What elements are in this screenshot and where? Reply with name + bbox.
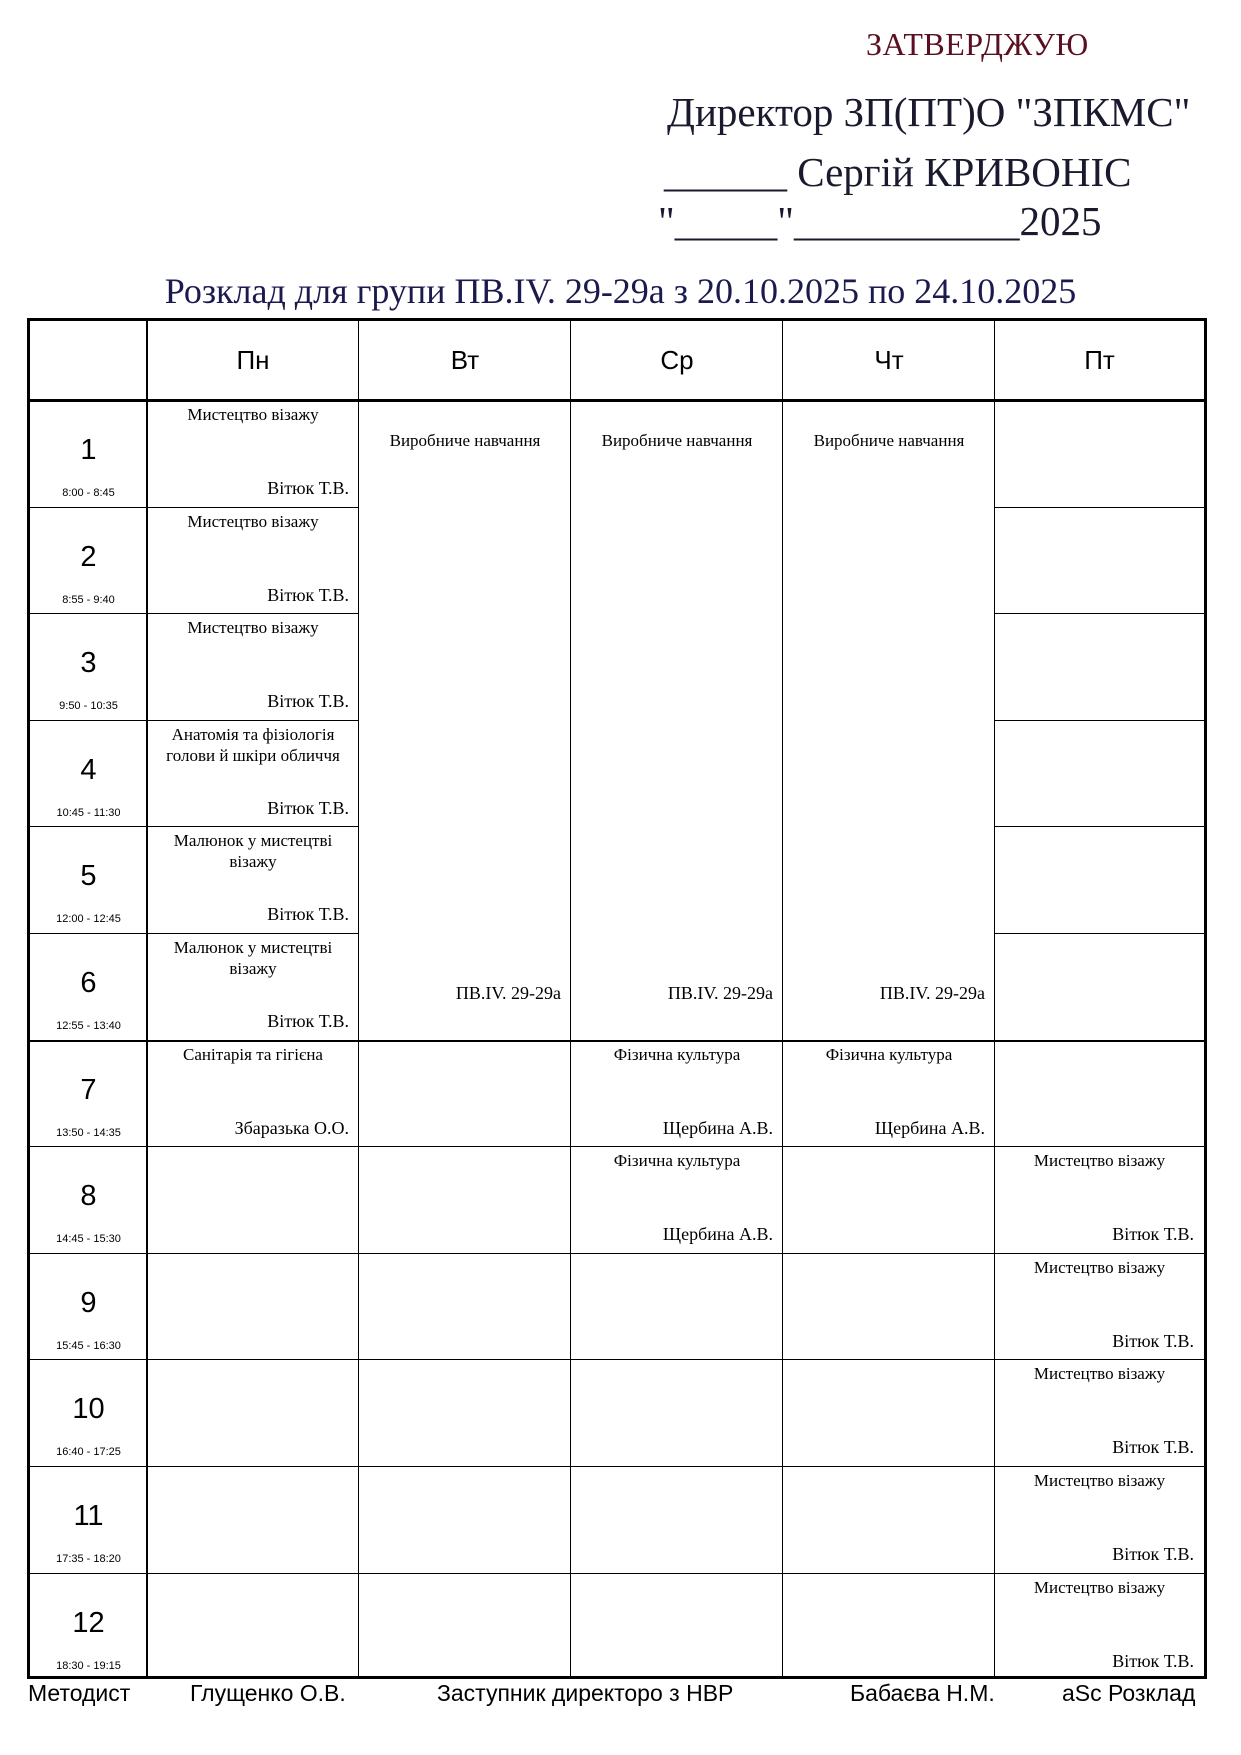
- lesson-subject: Фізична культура: [613, 1151, 741, 1170]
- lesson-teacher: Вітюк Т.В.: [267, 904, 349, 924]
- lesson-teacher: Вітюк Т.В.: [267, 798, 349, 818]
- period-number: 2: [80, 541, 97, 573]
- period-number: 8: [80, 1180, 97, 1212]
- period-number: 4: [80, 754, 97, 786]
- lesson-subject: Мистецтво візажу: [187, 512, 319, 531]
- deputy-name: Бабаєва Н.М.: [850, 1680, 995, 1706]
- period-number: 7: [80, 1074, 97, 1106]
- lesson-subject: Анатомія та фізіологія голови й шкіри обличчя: [166, 725, 340, 765]
- lesson-subject: Санітарія та гігієна: [183, 1045, 323, 1064]
- row-divider: [30, 1040, 1204, 1042]
- lesson-teacher: Збаразька О.О.: [234, 1118, 349, 1138]
- deputy-label: Заступник директоро з НВР: [437, 1680, 734, 1706]
- merged-cell-mask: [359, 403, 570, 1039]
- row-divider: [30, 1146, 1204, 1147]
- period-time: 8:00 - 8:45: [62, 487, 115, 499]
- lesson-teacher: Вітюк Т.В.: [267, 478, 349, 498]
- period-number: 10: [72, 1393, 105, 1425]
- lesson-teacher: Щербина А.В.: [662, 1224, 773, 1244]
- lesson-subject: Мистецтво візажу: [1033, 1578, 1166, 1597]
- row-divider: [30, 1466, 1204, 1467]
- period-time: 13:50 - 14:35: [56, 1127, 121, 1139]
- merged-cell-mask: [783, 403, 994, 1039]
- lesson-teacher: Вітюк Т.В.: [267, 585, 349, 605]
- period-number: 5: [80, 860, 97, 892]
- methodist-name: Глущенко О.В.: [190, 1680, 346, 1706]
- period-time: 10:45 - 11:30: [56, 807, 121, 819]
- lesson-teacher: Вітюк Т.В.: [267, 691, 349, 711]
- lesson-subject: Малюнок у мистецтві візажу: [173, 831, 333, 871]
- practice-group: ПВ.IV. 29-29а: [455, 983, 561, 1003]
- lesson-subject: Фізична культура: [613, 1045, 741, 1064]
- director-title: Директор ЗП(ПТ)О "ЗПКМС": [667, 89, 1191, 135]
- lesson-teacher: Щербина А.В.: [662, 1118, 773, 1138]
- day-header: Вт: [450, 345, 480, 375]
- period-time: 17:35 - 18:20: [56, 1553, 121, 1565]
- lesson-subject: Мистецтво візажу: [1033, 1151, 1166, 1170]
- lesson-teacher: Вітюк Т.В.: [267, 1011, 349, 1031]
- lesson-teacher: Вітюк Т.В.: [1112, 1331, 1194, 1351]
- lesson-teacher: Вітюк Т.В.: [1112, 1544, 1194, 1564]
- lesson-teacher: Вітюк Т.В.: [1112, 1437, 1194, 1457]
- period-time: 8:55 - 9:40: [62, 594, 115, 606]
- period-number: 6: [80, 967, 97, 999]
- row-divider: [30, 1359, 1204, 1360]
- lesson-subject: Мистецтво візажу: [1033, 1364, 1166, 1383]
- practice-group: ПВ.IV. 29-29а: [879, 983, 985, 1003]
- lesson-subject: Мистецтво візажу: [1033, 1258, 1166, 1277]
- day-header: Пт: [1084, 345, 1115, 375]
- practice-group: ПВ.IV. 29-29а: [667, 983, 773, 1003]
- practice-subject: Виробниче навчання: [601, 431, 753, 450]
- period-number: 11: [73, 1500, 104, 1532]
- schedule-table: [27, 318, 1207, 1679]
- lesson-subject: Мистецтво візажу: [187, 405, 319, 424]
- methodist-label: Методист: [28, 1680, 131, 1706]
- merged-cell-mask: [571, 403, 782, 1039]
- lesson-subject: Фізична культура: [825, 1045, 953, 1064]
- lesson-teacher: Щербина А.В.: [874, 1118, 985, 1138]
- period-time: 9:50 - 10:35: [59, 700, 118, 712]
- day-header: Ср: [660, 345, 694, 375]
- director-signature: ______ Сергій КРИВОНІС: [664, 149, 1132, 195]
- period-number: 1: [80, 434, 97, 466]
- lesson-subject: Малюнок у мистецтві візажу: [173, 938, 333, 978]
- practice-subject: Виробниче навчання: [813, 431, 965, 450]
- approval-date: "_____"___________2025: [658, 198, 1102, 244]
- software-credit: aSc Розклад: [1062, 1680, 1196, 1706]
- period-number: 9: [80, 1287, 97, 1319]
- column-divider: [994, 321, 995, 1676]
- period-time: 18:30 - 19:15: [56, 1660, 121, 1672]
- period-time: 14:45 - 15:30: [56, 1233, 121, 1245]
- period-number: 12: [72, 1607, 105, 1639]
- lesson-subject: Мистецтво візажу: [1033, 1471, 1166, 1490]
- approval-label: ЗАТВЕРДЖУЮ: [866, 26, 1089, 62]
- period-time: 12:55 - 13:40: [56, 1020, 121, 1032]
- row-divider: [30, 1573, 1204, 1574]
- practice-subject: Виробниче навчання: [389, 431, 541, 450]
- period-number: 3: [80, 647, 97, 679]
- lesson-teacher: Вітюк Т.В.: [1112, 1224, 1194, 1244]
- period-time: 15:45 - 16:30: [56, 1340, 121, 1352]
- lesson-teacher: Вітюк Т.В.: [1112, 1651, 1194, 1671]
- page-title: Розклад для групи ПВ.IV. 29-29а з 20.10.2025 по 24.10.2025: [164, 271, 1077, 311]
- lesson-subject: Мистецтво візажу: [187, 618, 319, 637]
- day-header: Пн: [236, 345, 270, 375]
- day-header: Чт: [874, 345, 904, 375]
- row-divider: [30, 1253, 1204, 1254]
- period-time: 12:00 - 12:45: [56, 913, 121, 925]
- period-time: 16:40 - 17:25: [56, 1446, 121, 1458]
